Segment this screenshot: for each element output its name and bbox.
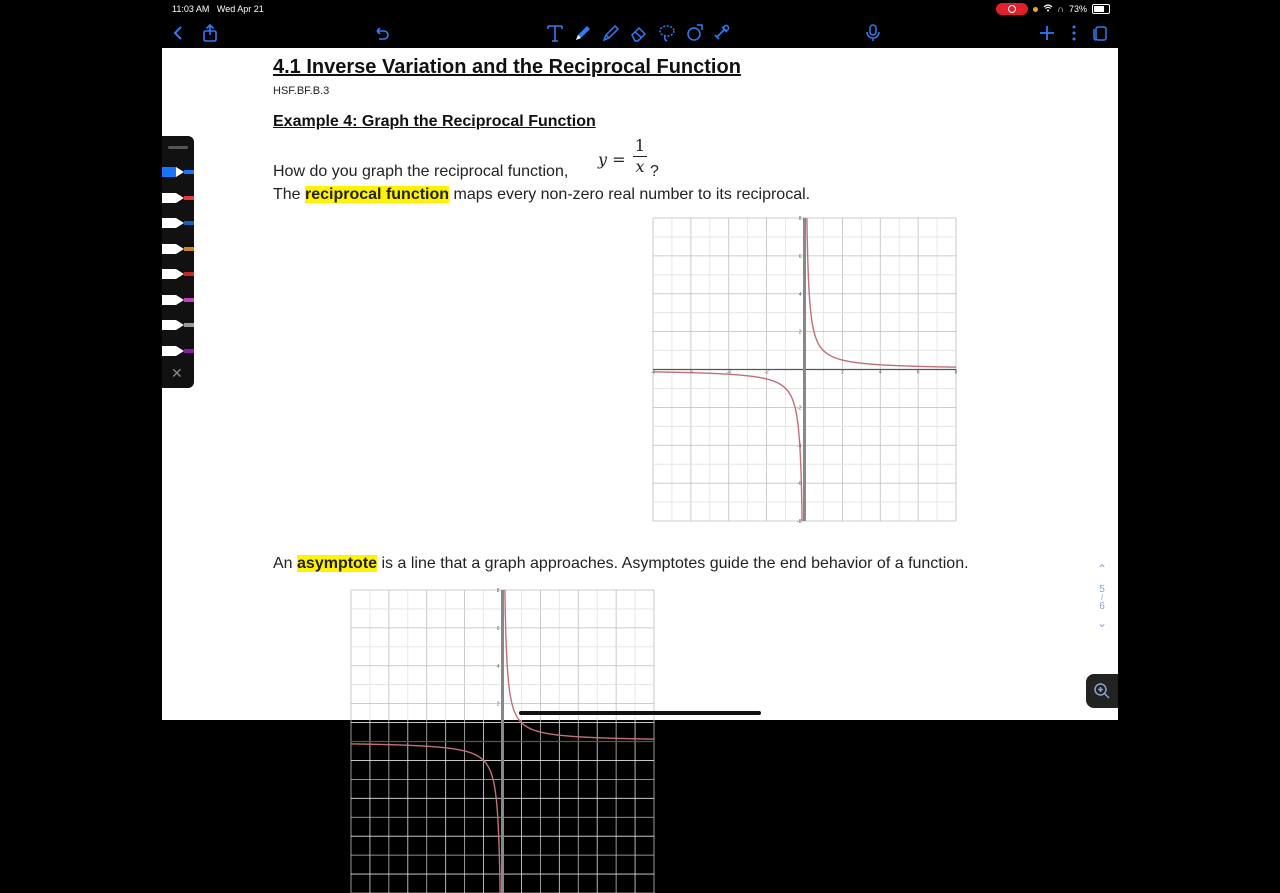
pen-icon[interactable] bbox=[572, 22, 594, 44]
highlight-reciprocal-function: reciprocal function bbox=[305, 186, 450, 203]
pen-palette bbox=[162, 136, 194, 388]
pen-swatch[interactable] bbox=[162, 343, 194, 359]
back-chevron-icon[interactable] bbox=[168, 22, 190, 44]
eraser-icon[interactable] bbox=[628, 22, 650, 44]
example-heading: Example 4: Graph the Reciprocal Function bbox=[273, 113, 596, 130]
pen-swatch[interactable] bbox=[162, 164, 194, 180]
x-tick-label: -4 bbox=[726, 369, 731, 376]
page-separator: / bbox=[1100, 593, 1104, 602]
pen-swatch[interactable] bbox=[162, 266, 194, 282]
standard-code: HSF.BF.B.3 bbox=[273, 85, 330, 97]
y-tick-label: 4 bbox=[496, 663, 500, 670]
asymptote-graph bbox=[351, 590, 654, 893]
page-total: 6 bbox=[1099, 601, 1105, 612]
definition-prefix: The bbox=[273, 186, 306, 203]
battery-icon bbox=[1092, 4, 1110, 14]
question-mark: ? bbox=[650, 163, 659, 180]
page-current: 5 bbox=[1099, 584, 1105, 595]
x-tick-label: 2 bbox=[840, 369, 844, 376]
curve-branch-right bbox=[505, 590, 654, 739]
add-icon[interactable] bbox=[1036, 22, 1058, 44]
highlighter-icon[interactable] bbox=[600, 22, 622, 44]
x-tick-label: 8 bbox=[954, 369, 958, 376]
x-tick-label: 6 bbox=[916, 369, 920, 376]
x-tick-label: -2 bbox=[764, 369, 769, 376]
pen-swatch[interactable] bbox=[162, 317, 194, 333]
y-tick-label: 2 bbox=[496, 701, 500, 708]
y-tick-label: -2 bbox=[797, 405, 802, 412]
status-time: 11:03 AM Wed Apr 21 bbox=[172, 4, 264, 14]
shapes-icon[interactable] bbox=[684, 22, 706, 44]
y-tick-label: 8 bbox=[496, 588, 500, 594]
app-toolbar bbox=[162, 18, 1118, 48]
curve-branch-right bbox=[807, 218, 956, 367]
question-text: How do you graph the reciprocal function, bbox=[273, 163, 569, 180]
y-tick-label: 6 bbox=[798, 253, 802, 260]
y-tick-label: -4 bbox=[797, 443, 802, 450]
formula-denominator: x bbox=[635, 157, 645, 176]
y-tick-label: 8 bbox=[798, 216, 802, 222]
y-tick-label: -6 bbox=[797, 481, 802, 488]
page-up-icon[interactable]: ⌃ bbox=[1096, 562, 1108, 576]
pen-swatch[interactable] bbox=[162, 190, 194, 206]
close-icon[interactable]: ✕ bbox=[171, 365, 183, 381]
share-icon[interactable] bbox=[199, 22, 221, 44]
pen-swatch[interactable] bbox=[162, 215, 194, 231]
formula-numerator: 1 bbox=[634, 136, 646, 155]
asymptote-suffix: is a line that a graph approaches. Asymptotes guide the end behavior of a function. bbox=[377, 555, 969, 572]
zoom-in-icon bbox=[1093, 682, 1111, 700]
screen-record-icon bbox=[996, 3, 1028, 15]
definition-suffix: maps every non-zero real number to its reciprocal. bbox=[449, 186, 811, 203]
status-indicators bbox=[996, 3, 1110, 15]
headphones-icon: ∩ bbox=[1057, 4, 1064, 14]
mic-icon[interactable] bbox=[862, 22, 884, 44]
more-icon[interactable] bbox=[1063, 22, 1085, 44]
y-tick-label: 4 bbox=[798, 291, 802, 298]
asymptote-prefix: An bbox=[273, 555, 298, 572]
reciprocal-graph bbox=[650, 216, 958, 525]
home-indicator bbox=[519, 711, 761, 715]
pen-swatch[interactable] bbox=[162, 241, 194, 257]
definition-text bbox=[273, 186, 810, 204]
page-title: 4.1 Inverse Variation and the Reciprocal Function bbox=[273, 56, 741, 78]
status-bar bbox=[0, 0, 1280, 18]
curve-branch-left bbox=[351, 744, 500, 893]
page-navigator bbox=[1090, 562, 1114, 630]
palette-grip[interactable] bbox=[168, 146, 188, 149]
x-tick-label: 4 bbox=[878, 369, 882, 376]
pages-icon[interactable] bbox=[1089, 22, 1111, 44]
formula-lhs: y = bbox=[598, 150, 626, 169]
battery-percent: 73% bbox=[1068, 4, 1087, 14]
x-tick-label: -8 bbox=[650, 369, 656, 376]
x-tick-label: -6 bbox=[688, 369, 694, 376]
undo-icon[interactable] bbox=[371, 22, 393, 44]
text-tool-icon[interactable] bbox=[544, 22, 566, 44]
page-down-icon[interactable]: ⌄ bbox=[1096, 616, 1108, 630]
lasso-icon[interactable] bbox=[656, 22, 678, 44]
formula-fraction bbox=[632, 136, 648, 176]
zoom-button[interactable] bbox=[1086, 674, 1118, 708]
y-tick-label: 6 bbox=[496, 625, 500, 632]
asymptote-text bbox=[273, 552, 973, 575]
mic-in-use-icon bbox=[1033, 7, 1038, 12]
pen-swatch[interactable] bbox=[162, 292, 194, 308]
image-icon[interactable] bbox=[710, 22, 732, 44]
y-tick-label: -8 bbox=[797, 519, 802, 525]
wifi-icon bbox=[1043, 4, 1053, 14]
notebook-page[interactable] bbox=[162, 48, 1118, 720]
curve-branch-left bbox=[650, 369, 802, 521]
y-tick-label: 2 bbox=[798, 329, 802, 336]
highlight-asymptote: asymptote bbox=[297, 555, 378, 572]
